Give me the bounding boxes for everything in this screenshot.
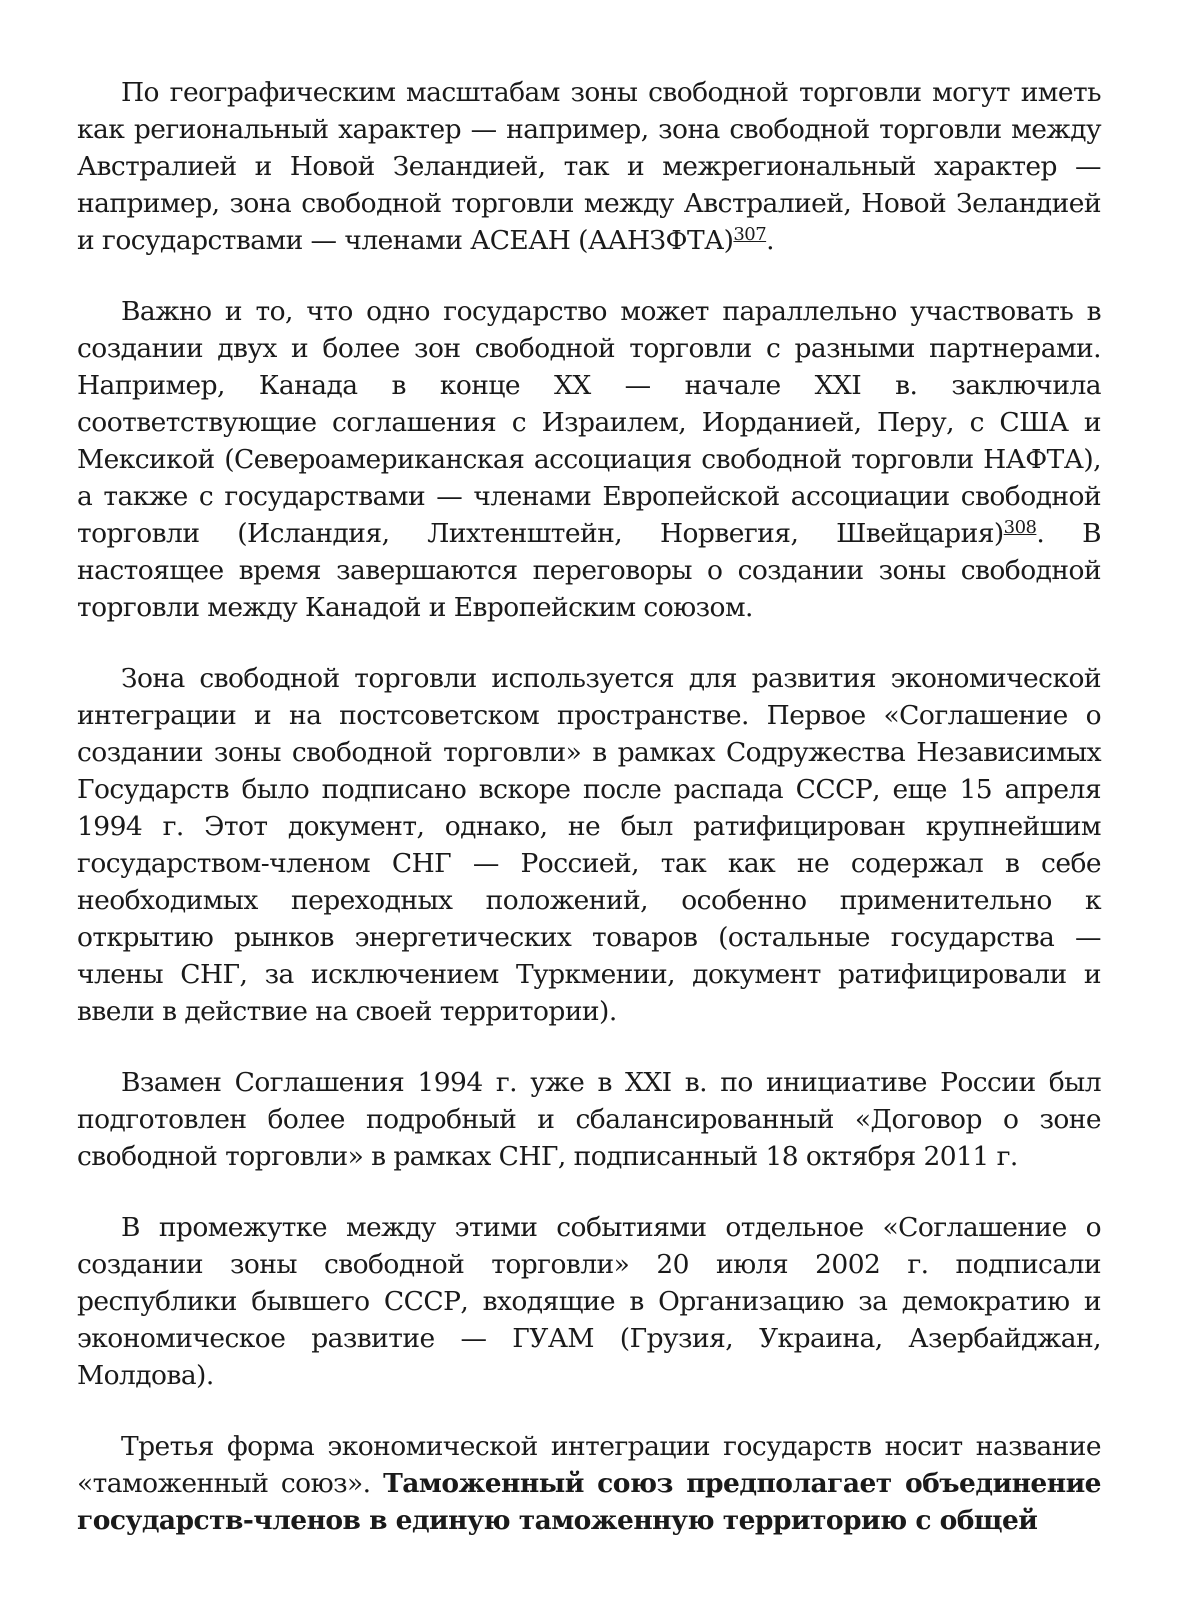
paragraph-2-tail: . В настоящее время завершаются переговоры о создании зоны свободной торговли между Канадой и Европейским союзом. bbox=[77, 518, 1102, 623]
paragraph-2 bbox=[77, 293, 1101, 626]
footnote-link-307[interactable]: 307 bbox=[733, 224, 767, 245]
paragraph-1 bbox=[77, 74, 1101, 259]
paragraph-5 bbox=[77, 1209, 1101, 1394]
paragraph-6 bbox=[77, 1428, 1101, 1539]
paragraph-1-tail: . bbox=[766, 225, 774, 256]
paragraph-4 bbox=[77, 1064, 1101, 1175]
paragraph-2-text: Важно и то, что одно государство может параллельно участвовать в создании двух и более зон свободной торговли с разными партнерами. Например, Канада в конце XX — начале XXI в. заключила соответствующие соглашения с Израилем, Иорданией, Перу, с США и Мексикой (Североамериканская ассоциация свободной торговли НАФТА), а также с государствами — членами Европейской ассоциации свободной торговли (Исландия, Лихтенштейн, Норвегия, Швейцария) bbox=[77, 296, 1101, 549]
paragraph-5-text: В промежутке между этими событиями отдельное «Соглашение о создании зоны свободной торговли» 20 июля 2002 г. подписали республики бывшего СССР, входящие в Организацию за демократию и экономическое развитие — ГУАМ (Грузия, Украина, Азербайджан, Молдова). bbox=[77, 1212, 1101, 1391]
paragraph-6-bold-text: Таможенный союз предполагает объединение государств-членов в единую таможенную территорию с общей bbox=[77, 1468, 1101, 1536]
footnote-link-308[interactable]: 308 bbox=[1003, 517, 1037, 538]
paragraph-3 bbox=[77, 660, 1101, 1030]
paragraph-4-text: Взамен Соглашения 1994 г. уже в XXI в. по инициативе России был подготовлен более подробный и сбалансированный «Договор о зоне свободной торговли» в рамках СНГ, подписанный 18 октября 2011 г. bbox=[77, 1067, 1101, 1172]
paragraph-3-text: Зона свободной торговли используется для развития экономической интеграции и на постсоветском пространстве. Первое «Соглашение о создании зоны свободной торговли» в рамках Содружества Независимых Государств было подписано вскоре после распада СССР, еще 15 апреля 1994 г. Этот документ, однако, не был ратифицирован крупнейшим государством-членом СНГ — Россией, так как не содержал в себе необходимых переходных положений, особенно применительно к открытию рынков энергетических товаров (остальные государства — члены СНГ, за исключением Туркмении, документ ратифицировали и ввели в действие на своей территории). bbox=[77, 663, 1101, 1027]
document-page bbox=[77, 74, 1101, 1539]
paragraph-6-text: Третья форма экономической интеграции государств носит название «таможенный союз». bbox=[77, 1431, 1101, 1499]
paragraph-1-text: По географическим масштабам зоны свободной торговли могут иметь как региональный характер — например, зона свободной торговли между Австралией и Новой Зеландией, так и межрегиональный характер — например, зона свободной торговли между Австралией, Новой Зеландией и государствами — членами АСЕАН (ААНЗФТА) bbox=[77, 77, 1101, 256]
